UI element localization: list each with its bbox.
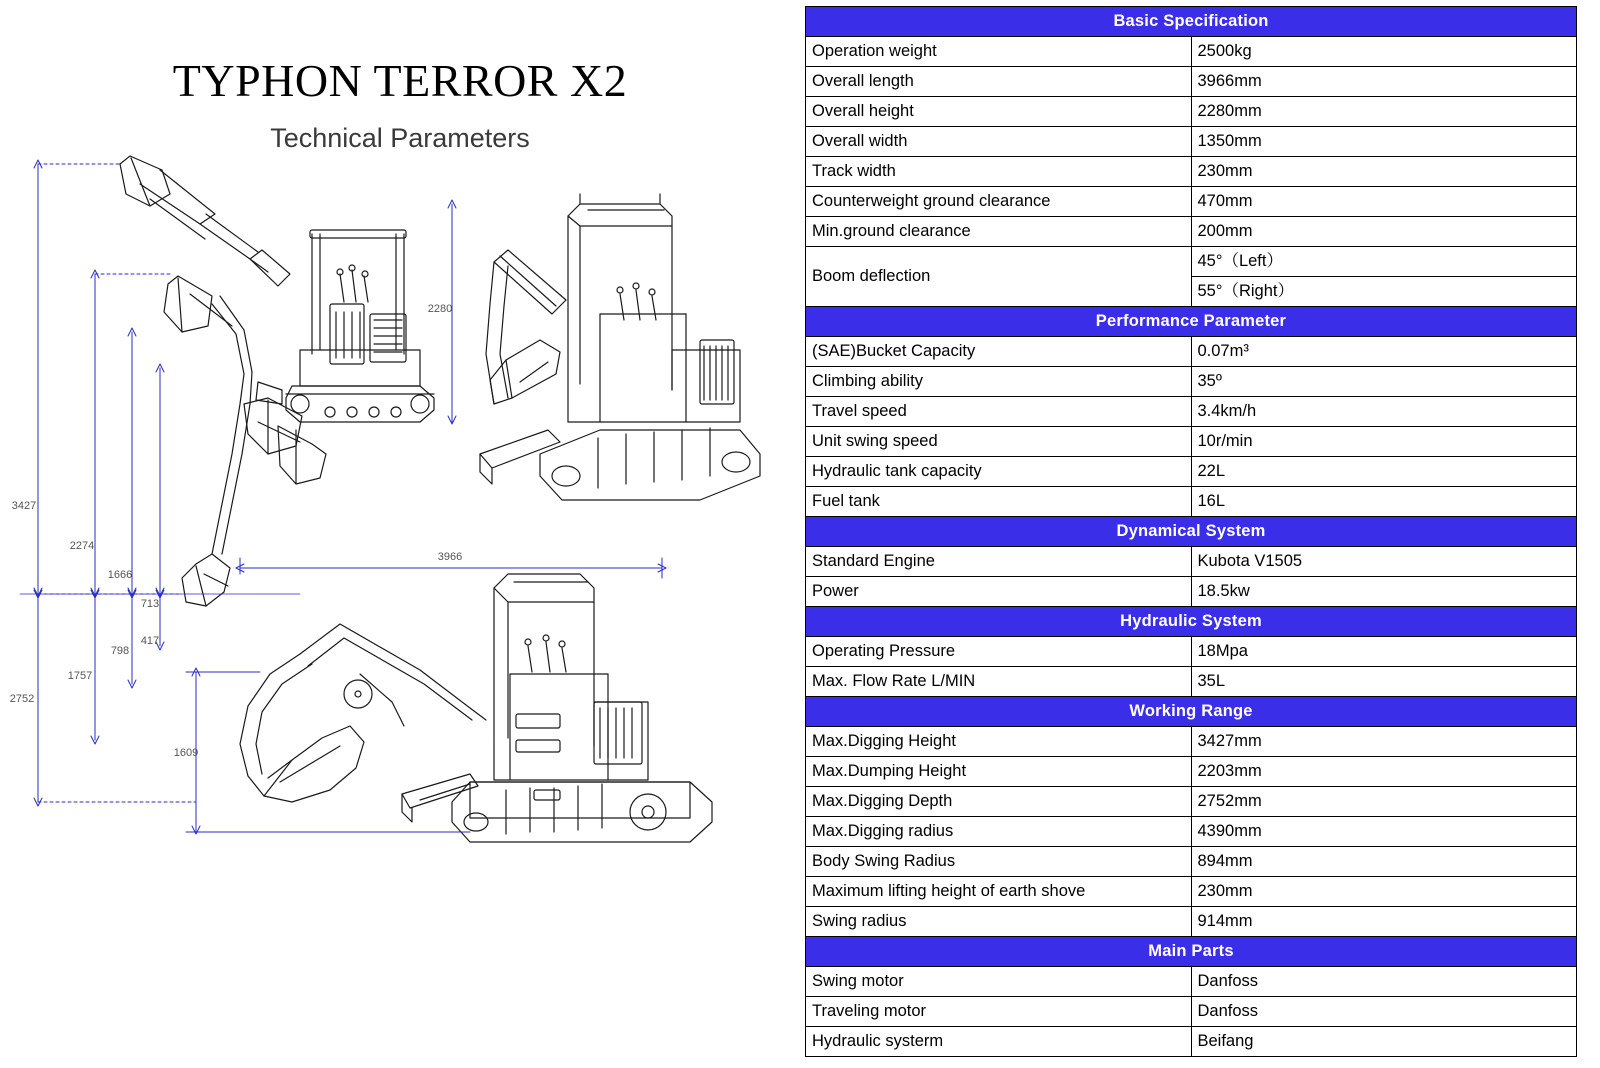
row-label: Overall length <box>806 67 1192 97</box>
row-value: Danfoss <box>1191 997 1577 1027</box>
row-value: 0.07m³ <box>1191 337 1577 367</box>
side-view-dimensions <box>20 160 300 806</box>
svg-text:2280: 2280 <box>427 302 453 315</box>
row-value: 3966mm <box>1191 67 1577 97</box>
row-value: 18Mpa <box>1191 637 1577 667</box>
svg-text:3427: 3427 <box>11 499 37 512</box>
section-title: Main Parts <box>806 937 1577 967</box>
row-value: 230mm <box>1191 157 1577 187</box>
table-row <box>806 997 1577 1027</box>
section-header-row <box>806 307 1577 337</box>
table-row <box>806 727 1577 757</box>
row-label: Body Swing Radius <box>806 847 1192 877</box>
table-row <box>806 637 1577 667</box>
section-title: Working Range <box>806 697 1577 727</box>
row-label: Counterweight ground clearance <box>806 187 1192 217</box>
section-title: Performance Parameter <box>806 307 1577 337</box>
svg-text:1609: 1609 <box>173 746 199 759</box>
svg-text:1757: 1757 <box>67 669 93 682</box>
row-value: 18.5kw <box>1191 577 1577 607</box>
row-value: 1350mm <box>1191 127 1577 157</box>
row-value: 2752mm <box>1191 787 1577 817</box>
table-row <box>806 337 1577 367</box>
row-value: 22L <box>1191 457 1577 487</box>
svg-text:2274: 2274 <box>69 539 95 552</box>
table-row <box>806 577 1577 607</box>
row-label: Max.Digging radius <box>806 817 1192 847</box>
row-value-secondary: 55°（Right） <box>1191 277 1577 307</box>
row-value: 470mm <box>1191 187 1577 217</box>
table-row <box>806 547 1577 577</box>
row-label: Operating Pressure <box>806 637 1192 667</box>
row-label: Overall width <box>806 127 1192 157</box>
row-label: Fuel tank <box>806 487 1192 517</box>
table-row <box>806 847 1577 877</box>
page-title: TYPHON TERROR X2 <box>172 55 628 106</box>
row-label: Swing radius <box>806 907 1192 937</box>
row-label: Swing motor <box>806 967 1192 997</box>
row-value: Kubota V1505 <box>1191 547 1577 577</box>
table-row <box>806 907 1577 937</box>
specification-table <box>805 6 1577 1057</box>
table-row <box>806 127 1577 157</box>
svg-text:713: 713 <box>140 597 160 610</box>
svg-text:798: 798 <box>110 644 130 657</box>
row-value: 10r/min <box>1191 427 1577 457</box>
row-value: 3.4km/h <box>1191 397 1577 427</box>
excavator-drawings-svg <box>0 154 800 1034</box>
page-subtitle: Technical Parameters <box>270 122 530 153</box>
row-label: Track width <box>806 157 1192 187</box>
row-value: Beifang <box>1191 1027 1577 1057</box>
row-label: Climbing ability <box>806 367 1192 397</box>
section-header-row <box>806 7 1577 37</box>
table-row <box>806 397 1577 427</box>
row-label: Hydraulic systerm <box>806 1027 1192 1057</box>
row-value: 35L <box>1191 667 1577 697</box>
table-row <box>806 367 1577 397</box>
row-value: 2203mm <box>1191 757 1577 787</box>
row-label: Max.Digging Depth <box>806 787 1192 817</box>
row-label: Travel speed <box>806 397 1192 427</box>
side-view-dimension-labels <box>10 500 159 705</box>
table-row <box>806 427 1577 457</box>
row-label: Hydraulic tank capacity <box>806 457 1192 487</box>
table-row <box>806 667 1577 697</box>
section-header-row <box>806 517 1577 547</box>
row-value: 16L <box>1191 487 1577 517</box>
table-row <box>806 487 1577 517</box>
row-label: Min.ground clearance <box>806 217 1192 247</box>
table-row <box>806 37 1577 67</box>
section-header-row <box>806 697 1577 727</box>
technical-drawings <box>0 154 800 1034</box>
table-row <box>806 817 1577 847</box>
svg-text:1666: 1666 <box>107 568 133 581</box>
table-row <box>806 247 1577 277</box>
svg-text:3966: 3966 <box>437 550 463 563</box>
row-label: Maximum lifting height of earth shove <box>806 877 1192 907</box>
bottom-view-drawing <box>240 574 712 842</box>
table-row <box>806 757 1577 787</box>
table-row <box>806 1027 1577 1057</box>
table-row <box>806 787 1577 817</box>
section-title: Dynamical System <box>806 517 1577 547</box>
row-value: 3427mm <box>1191 727 1577 757</box>
specification-panel <box>800 0 1600 1068</box>
row-label: Max.Digging Height <box>806 727 1192 757</box>
row-value: Danfoss <box>1191 967 1577 997</box>
section-title: Hydraulic System <box>806 607 1577 637</box>
section-header-row <box>806 937 1577 967</box>
row-value: 4390mm <box>1191 817 1577 847</box>
row-value: 35º <box>1191 367 1577 397</box>
row-label: Standard Engine <box>806 547 1192 577</box>
svg-text:417: 417 <box>140 634 160 647</box>
front-view-drawing <box>480 194 760 500</box>
table-row <box>806 67 1577 97</box>
table-row <box>806 967 1577 997</box>
row-value: 45°（Left） <box>1191 247 1577 277</box>
table-row <box>806 217 1577 247</box>
row-label: Power <box>806 577 1192 607</box>
table-row <box>806 457 1577 487</box>
side-view-drawing <box>120 156 434 606</box>
row-label: Unit swing speed <box>806 427 1192 457</box>
row-value: 200mm <box>1191 217 1577 247</box>
section-header-row <box>806 607 1577 637</box>
section-title: Basic Specification <box>806 7 1577 37</box>
table-row <box>806 187 1577 217</box>
table-row <box>806 97 1577 127</box>
row-label: Boom deflection <box>806 247 1192 307</box>
row-value: 894mm <box>1191 847 1577 877</box>
row-value: 2280mm <box>1191 97 1577 127</box>
row-label: Max. Flow Rate L/MIN <box>806 667 1192 697</box>
row-label: Overall height <box>806 97 1192 127</box>
row-label: Traveling motor <box>806 997 1192 1027</box>
title-block <box>0 0 800 154</box>
row-value: 914mm <box>1191 907 1577 937</box>
row-label: (SAE)Bucket Capacity <box>806 337 1192 367</box>
row-value: 230mm <box>1191 877 1577 907</box>
svg-text:2752: 2752 <box>9 692 35 705</box>
row-label: Max.Dumping Height <box>806 757 1192 787</box>
row-value: 2500kg <box>1191 37 1577 67</box>
table-row <box>806 877 1577 907</box>
table-row <box>806 157 1577 187</box>
row-label: Operation weight <box>806 37 1192 67</box>
